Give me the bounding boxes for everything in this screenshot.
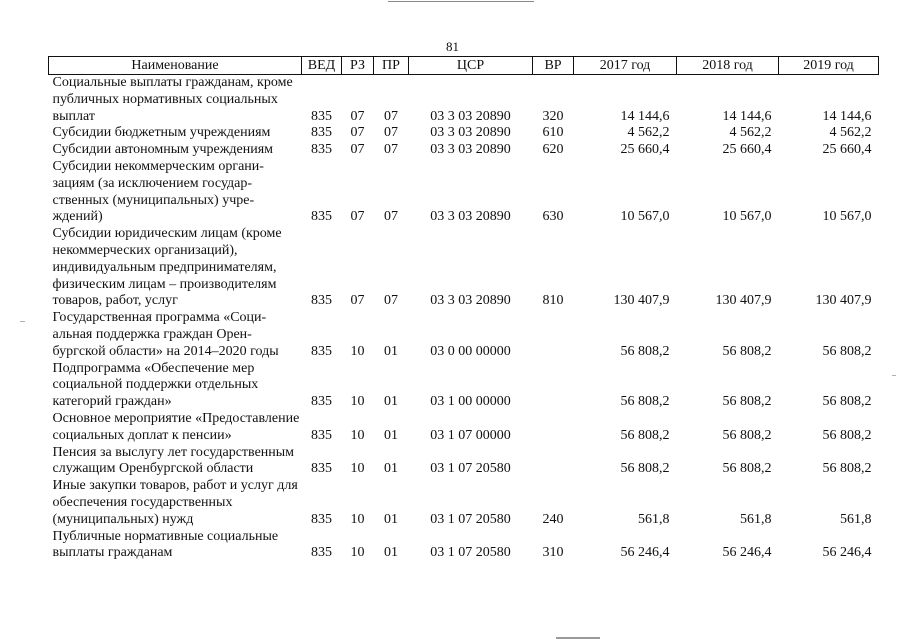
row-name: Субсидии бюджетным учреждениям	[52, 125, 271, 141]
cell-pr: 07	[384, 142, 398, 158]
table-row	[49, 310, 879, 360]
cell-2017: 25 660,4	[620, 142, 670, 158]
cell-pr: 01	[384, 461, 398, 477]
cell-2018: 56 808,2	[722, 461, 772, 477]
cell-2017: 56 808,2	[620, 427, 670, 443]
header-rz: РЗ	[342, 57, 374, 75]
row-name: Публичные нормативные социальные выплаты гражданам	[52, 528, 279, 561]
cell-2018: 561,8	[740, 511, 772, 527]
cell-ved: 835	[311, 461, 332, 477]
table-row	[49, 226, 879, 310]
cell-rz: 07	[350, 125, 365, 141]
cell-vr	[533, 310, 574, 360]
row-name: Субсидии юридическим лицам (кроме некоммерческих организаций), индивидуальным предпринимателям, физическим лицам – производителям товаров, работ, услуг	[52, 226, 282, 309]
cell-rz: 10	[350, 343, 365, 359]
header-2019: 2019 год	[779, 57, 879, 75]
row-name: Подпрограмма «Обеспечение мер социальной поддержки отдельных категорий граждан»	[52, 360, 259, 410]
table-row	[49, 478, 879, 528]
table-row	[49, 125, 879, 142]
cell-csr: 03 0 00 00000	[430, 343, 511, 359]
cell-vr: 610	[542, 125, 564, 141]
cell-rz: 10	[350, 427, 365, 443]
cell-2017: 4 562,2	[627, 125, 670, 141]
cell-2017: 56 808,2	[620, 343, 670, 359]
cell-2018: 56 808,2	[722, 394, 772, 410]
cell-ved: 835	[311, 142, 332, 158]
header-ved: ВЕД	[302, 57, 342, 75]
cell-ved: 835	[311, 394, 332, 410]
header-2018: 2018 год	[677, 57, 779, 75]
cell-ved: 835	[311, 125, 332, 141]
top-edge-line	[388, 1, 534, 2]
cell-csr: 03 1 07 00000	[430, 427, 511, 443]
cell-csr: 03 3 03 20890	[430, 293, 511, 309]
cell-ved: 835	[311, 209, 332, 225]
cell-pr: 07	[384, 108, 398, 124]
cell-pr: 07	[384, 293, 398, 309]
cell-vr: 310	[542, 545, 564, 561]
margin-mark	[892, 375, 896, 376]
cell-2019: 56 808,2	[822, 394, 872, 410]
cell-csr: 03 3 03 20890	[430, 108, 511, 124]
cell-2017: 561,8	[638, 511, 670, 527]
cell-ved: 835	[311, 427, 332, 443]
cell-rz: 10	[350, 511, 365, 527]
cell-csr: 03 3 03 20890	[430, 142, 511, 158]
table-row	[49, 411, 879, 445]
header-pr: ПР	[374, 57, 409, 75]
cell-vr	[533, 411, 574, 445]
table-row	[49, 159, 879, 226]
row-name: Пенсия за выслугу лет государственным служащим Оренбургской области	[52, 444, 295, 477]
cell-vr: 240	[542, 511, 564, 527]
cell-2018: 14 144,6	[722, 108, 772, 124]
cell-rz: 07	[350, 209, 365, 225]
cell-ved: 835	[311, 343, 332, 359]
cell-vr	[533, 445, 574, 479]
cell-2019: 56 246,4	[822, 545, 872, 561]
cell-rz: 10	[350, 461, 365, 477]
bottom-edge-line	[556, 637, 600, 639]
margin-mark	[20, 321, 25, 322]
cell-ved: 835	[311, 511, 332, 527]
cell-csr: 03 1 00 00000	[430, 394, 511, 410]
cell-rz: 10	[350, 394, 365, 410]
cell-2019: 14 144,6	[822, 108, 872, 124]
cell-2018: 4 562,2	[729, 125, 772, 141]
cell-pr: 07	[384, 209, 398, 225]
cell-2019: 56 808,2	[822, 343, 872, 359]
cell-2017: 56 808,2	[620, 394, 670, 410]
cell-2017: 130 407,9	[613, 293, 670, 309]
cell-pr: 01	[384, 545, 398, 561]
cell-2018: 25 660,4	[722, 142, 772, 158]
cell-2019: 25 660,4	[822, 142, 872, 158]
cell-rz: 07	[350, 142, 365, 158]
cell-csr: 03 1 07 20580	[430, 511, 511, 527]
cell-pr: 01	[384, 427, 398, 443]
cell-pr: 07	[384, 125, 398, 141]
cell-2017: 10 567,0	[620, 209, 670, 225]
header-name: Наименование	[49, 57, 302, 75]
header-csr: ЦСР	[409, 57, 533, 75]
cell-2018: 56 808,2	[722, 427, 772, 443]
cell-2019: 56 808,2	[822, 427, 872, 443]
table-row	[49, 445, 879, 479]
cell-rz: 07	[350, 293, 365, 309]
cell-2019: 130 407,9	[815, 293, 872, 309]
table-row	[49, 529, 879, 563]
table-row	[49, 361, 879, 411]
cell-ved: 835	[311, 293, 332, 309]
table-body	[49, 75, 879, 563]
cell-2019: 561,8	[840, 511, 872, 527]
header-2017: 2017 год	[574, 57, 677, 75]
cell-vr: 810	[542, 293, 564, 309]
cell-vr: 620	[542, 142, 564, 158]
cell-2018: 130 407,9	[715, 293, 772, 309]
cell-csr: 03 1 07 20580	[430, 545, 511, 561]
cell-2018: 10 567,0	[722, 209, 772, 225]
cell-csr: 03 3 03 20890	[430, 125, 511, 141]
cell-2017: 56 808,2	[620, 461, 670, 477]
cell-2017: 14 144,6	[620, 108, 670, 124]
page-number: 81	[446, 39, 459, 54]
cell-2018: 56 246,4	[722, 545, 772, 561]
cell-vr: 320	[542, 108, 564, 124]
cell-vr: 630	[542, 209, 564, 225]
header-vr: ВР	[533, 57, 574, 75]
row-name: Иные закупки товаров, работ и услуг для обеспечения государственных (муниципальных) нужд	[52, 478, 298, 527]
cell-rz: 07	[350, 108, 365, 124]
budget-table	[48, 56, 879, 562]
table-header	[49, 57, 879, 75]
cell-csr: 03 3 03 20890	[430, 209, 511, 225]
cell-2018: 56 808,2	[722, 343, 772, 359]
row-name: Социальные выплаты гражданам, кроме публичных нормативных социальных выплат	[52, 75, 293, 124]
cell-2017: 56 246,4	[620, 545, 670, 561]
row-name: Субсидии некоммерческим организациям (за исключением государственных (муниципальных) учреждений)	[52, 158, 264, 225]
table-row	[49, 75, 879, 126]
cell-pr: 01	[384, 511, 398, 527]
row-name: Государственная программа «Социальная поддержка граждан Оренбургской области» на 2014–2020 годы	[52, 310, 279, 359]
cell-pr: 01	[384, 343, 398, 359]
cell-ved: 835	[311, 545, 332, 561]
row-name: Субсидии автономным учреждениям	[52, 142, 274, 158]
header-row	[49, 57, 879, 75]
cell-vr	[533, 361, 574, 411]
table-row	[49, 142, 879, 159]
cell-2019: 56 808,2	[822, 461, 872, 477]
cell-pr: 01	[384, 394, 398, 410]
cell-2019: 10 567,0	[822, 209, 872, 225]
cell-csr: 03 1 07 20580	[430, 461, 511, 477]
row-name: Основное мероприятие «Предоставление социальных доплат к пенсии»	[52, 410, 300, 443]
cell-rz: 10	[350, 545, 365, 561]
cell-ved: 835	[311, 108, 332, 124]
cell-2019: 4 562,2	[829, 125, 872, 141]
